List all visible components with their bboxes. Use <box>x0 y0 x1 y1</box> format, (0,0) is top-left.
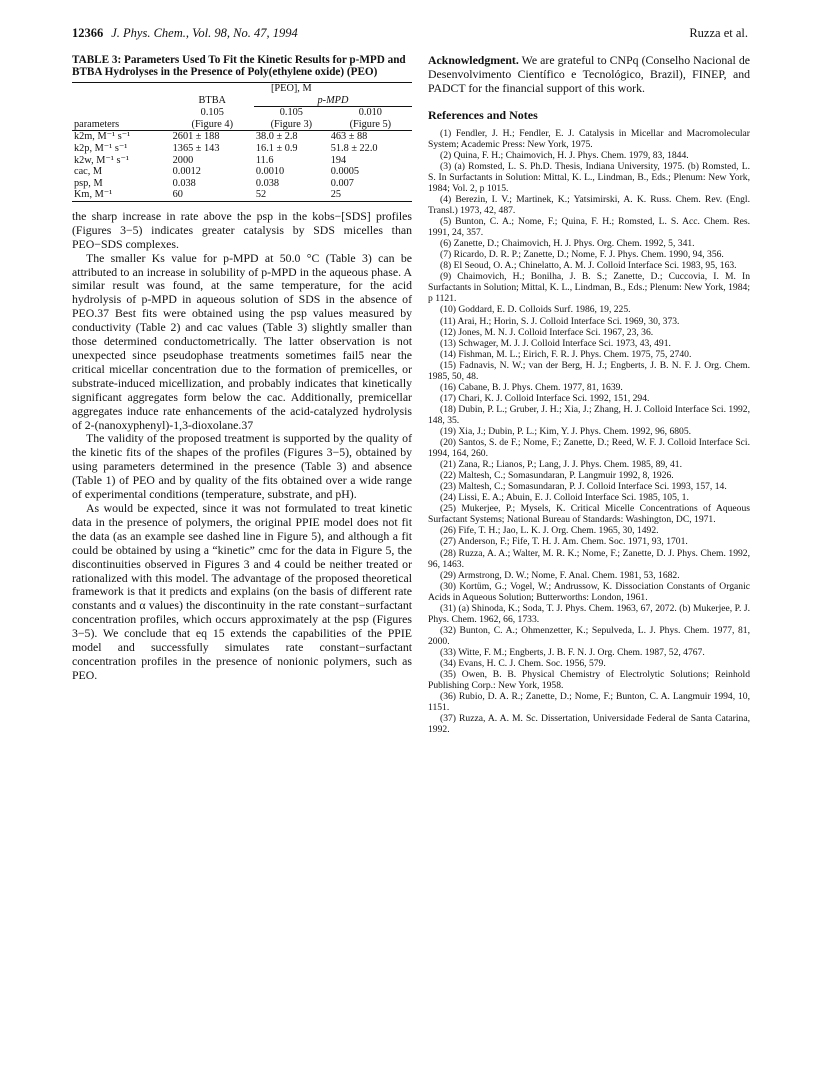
header-left <box>72 26 298 41</box>
reference-item: (17) Chari, K. J. Colloid Interface Sci. 1992, 151, 294. <box>440 392 650 404</box>
reference-item: (9) Chaimovich, H.; Bonilha, J. B. S.; Zanette, D.; Cuccovia, I. M. In Surfactants in Solution; Mittal, K. L., Lindman, B., Eds.; Plenum: New York, 1984; p 1121. <box>428 271 750 305</box>
page-number: 12366 <box>72 26 104 40</box>
reference-item: (29) Armstrong, D. W.; Nome, F. Anal. Chem. 1981, 53, 1682. <box>440 569 680 581</box>
reference-item: (37) Ruzza, A. A. M. Sc. Dissertation, Universidade Federal de Santa Catarina, 1992. <box>428 713 750 736</box>
table-row: k2p, M⁻¹ s⁻¹ 1365 ± 143 16.1 ± 0.9 51.8 ± 22.0 <box>74 142 378 154</box>
running-authors: Ruzza et al. <box>689 26 748 40</box>
fig-btba: (Figure 4) <box>191 118 233 130</box>
reference-item: (25) Mukerjee, P.; Mysels, K. Critical Micelle Concentrations of Aqueous Surfactant Systems; National Bureau of Standards: Washington, DC, 1971. <box>428 503 750 526</box>
acknowledgment <box>428 54 750 96</box>
reference-item: (30) Kortüm, G.; Vogel, W.; Andrussow, K. Dissociation Constants of Organic Acids in Aqueous Solution; Butterworths: London, 1961. <box>428 580 750 603</box>
reference-item: (16) Cabane, B. J. Phys. Chem. 1977, 81, 1639. <box>440 381 623 393</box>
reference-item: (14) Fishman, M. L.; Eirich, F. R. J. Phys. Chem. 1975, 75, 2740. <box>440 348 692 360</box>
reference-item: (27) Anderson, F.; Fife, T. H. J. Am. Chem. Soc. 1971, 93, 1701. <box>440 536 688 548</box>
reference-item: (3) (a) Romsted, L. S. Ph.D. Thesis, Indiana University, 1975. (b) Romsted, L. S. In Surfactants in Solution: Mittal, K. L., Lindman, B., Eds.; Plenum: New York, 1984; Vol. 2, p 1015. <box>428 160 750 194</box>
reference-item: (32) Bunton, C. A.; Ohmenzetter, K.; Sepulveda, L. J. Phys. Chem. 1977, 81, 2000. <box>428 624 750 647</box>
reference-item: (33) Witte, F. M.; Engberts, J. B. F. N. J. Org. Chem. 1987, 52, 4767. <box>440 646 705 658</box>
reference-item: (35) Owen, B. B. Physical Chemistry of Electrolytic Solutions; Reinhold Publishing Corp.: New York, 1958. <box>428 669 750 692</box>
table-row: k2w, M⁻¹ s⁻¹ 2000 11.6 194 <box>74 154 347 166</box>
reference-item: (2) Quina, F. H.; Chaimovich, H. J. Phys. Chem. 1979, 83, 1844. <box>440 149 689 161</box>
col-pmpd: p-MPD <box>254 95 412 107</box>
reference-item: (28) Ruzza, A. A.; Walter, M. R. K.; Nome, F.; Zanette, D. J. Phys. Chem. 1992, 96, 1463. <box>428 547 750 570</box>
paragraph: The smaller Ks value for p-MPD at 50.0 °C (Table 3) can be attributed to an increase in solubility of p-MPD in the aqueous phase. A similar result was found, at the same temperature, for the acid hydrolysis of p-MPD in aqueous solution of SDS in the absence of PEO.37 Best fits were obtained using the psp values measured by conductivity (Table 2) and cac values (Table 3) slightly smaller than those determined conductometrically. The latter observation is not unexpected since pseudophase treatments sometimes fail5 near the critical micellar concentration due to the formation of premicelles, or substrate-induced micellization, and probably indicates that kinetically significant aggregates form below the cac. Additionally, premicellar aggregates induce rate enhancements of the acid-catalyzed hydrolysis of 2-(nanoxyphenyl)-1,3-dioxolane.37 <box>72 250 412 432</box>
fig-pmpd-1: (Figure 3) <box>270 118 313 130</box>
reference-item: (1) Fendler, J. H.; Fendler, E. J. Catalysis in Micellar and Macromolecular System; Academic Press: New York, 1975. <box>428 127 750 150</box>
reference-item: (18) Dubin, P. L.; Gruber, J. H.; Xia, J.; Zhang, H. J. Colloid Interface Sci. 1992, 148, 35. <box>428 403 750 426</box>
reference-item: (26) Fife, T. H.; Jao, L. K. J. Org. Chem. 1965, 30, 1492. <box>440 525 659 537</box>
reference-item: (23) Maltesh, C.; Somasundaran, P. J. Colloid Interface Sci. 1993, 157, 14. <box>440 481 727 493</box>
acknowledgment-label: Acknowledgment. <box>428 53 519 67</box>
table-row: Km, M⁻¹ 60 52 25 <box>72 189 412 201</box>
reference-item: (5) Bunton, C. A.; Nome, F.; Quina, F. H.; Romsted, L. S. Acc. Chem. Res. 1991, 24, 357. <box>428 216 750 239</box>
reference-item: (7) Ricardo, D. R. P.; Zanette, D.; Nome, F. J. Phys. Chem. 1990, 94, 356. <box>440 249 724 261</box>
reference-item: (21) Zana, R.; Lianos, P.; Lang, J. J. Phys. Chem. 1985, 89, 41. <box>440 459 682 471</box>
reference-item: (4) Berezin, I. V.; Martinek, K.; Yatsimirski, A. K. Russ. Chem. Rev. (Engl. Transl.) 1973, 42, 487. <box>428 194 750 217</box>
param-header: parameters <box>74 118 120 130</box>
table-caption: TABLE 3: Parameters Used To Fit the Kinetic Results for p-MPD and BTBA Hydrolyses in the Presence of Poly(ethylene oxide) (PEO) <box>72 54 406 78</box>
references-heading: References and Notes <box>428 107 538 122</box>
table-row: k2m, M⁻¹ s⁻¹ 2601 ± 188 38.0 ± 2.8 463 ± 88 <box>74 131 368 143</box>
reference-item: (6) Zanette, D.; Chaimovich, H. J. Phys. Org. Chem. 1992, 5, 341. <box>440 238 695 250</box>
acknowledgment-text: We are grateful to CNPq (Conselho Nacional de Desenvolvimento Científico e Tecnológico, Brazil), FINEP, and PADCT for the financial support of this work. <box>428 53 750 95</box>
table-row: cac, M 0.0012 0.0010 0.0005 <box>74 166 360 178</box>
conc-pmpd-1: 0.105 <box>279 107 303 119</box>
conc-pmpd-2: 0.010 <box>358 107 382 119</box>
reference-item: (20) Santos, S. de F.; Nome, F.; Zanette, D.; Reed, W. F. J. Colloid Interface Sci. 1994, 164, 260. <box>428 437 750 460</box>
conc-btba: 0.105 <box>200 106 224 118</box>
reference-item: (24) Lissi, E. A.; Abuin, E. J. Colloid Interface Sci. 1985, 105, 1. <box>440 492 689 504</box>
body-text <box>72 210 412 683</box>
col-btba: BTBA <box>198 94 226 106</box>
table-row: psp, M 0.038 0.038 0.007 <box>74 177 354 189</box>
reference-item: (31) (a) Shinoda, K.; Soda, T. J. Phys. Chem. 1963, 67, 2072. (b) Mukerjee, P. J. Phys. Chem. 1962, 66, 1733. <box>428 602 750 625</box>
journal-citation: J. Phys. Chem., Vol. 98, No. 47, 1994 <box>111 26 298 40</box>
reference-item: (8) El Seoud, O. A.; Chinelatto, A. M. J. Colloid Interface Sci. 1983, 95, 163. <box>440 260 737 272</box>
paragraph: the sharp increase in rate above the psp in the kobs−[SDS] profiles (Figures 3−5) indicates greater catalysis by SDS micelles than PEO−SDS complexes. <box>72 208 412 251</box>
reference-item: (19) Xia, J.; Dubin, P. L.; Kim, Y. J. Phys. Chem. 1992, 96, 6805. <box>440 425 692 437</box>
reference-item: (10) Goddard, E. D. Colloids Surf. 1986, 19, 225. <box>440 304 631 316</box>
reference-item: (15) Fadnavis, N. W.; van der Berg, H. J.; Engberts, J. B. N. F. J. Org. Chem. 1985, 50, 48. <box>428 359 750 382</box>
reference-item: (22) Maltesh, C.; Somasundaran, P. Langmuir 1992, 8, 1926. <box>440 470 674 482</box>
reference-item: (34) Evans, H. C. J. Chem. Soc. 1956, 579. <box>440 657 606 669</box>
reference-item: (12) Jones, M. N. J. Colloid Interface Sci. 1967, 23, 36. <box>440 326 654 338</box>
reference-item: (13) Schwager, M. J. J. Colloid Interface Sci. 1973, 43, 491. <box>440 337 671 349</box>
peo-concentration-label: [PEO], M <box>271 83 312 94</box>
right-column <box>428 54 750 735</box>
paragraph: As would be expected, since it was not formulated to treat kinetic data in the presence of polymers, the original PPIE model does not fit the data (as an example see dashed line in Figure 5), and although a fit could be obtained by using a “kinetic” cmc for the data in Figure 5, the discontinuities observed in Figures 3 and 4 could be neither treated or rationalized with this model. The advantage of the proposed theoretical framework is that it predicts and explains (on the basis of different rate constants and α values) the discontinuity in the rate constant−surfactant concentration profiles, which occurs approximately at the psp (Figures 3−5). We conclude that eq 15 extends the capabilities of the PPIE model and successfully simulates rate constant−surfactant concentration profiles in the presence of nonionic polymers, such as PEO. <box>72 500 412 682</box>
reference-item: (36) Rubio, D. A. R.; Zanette, D.; Nome, F.; Bunton, C. A. Langmuir 1994, 10, 1151. <box>428 691 750 714</box>
parameters-table <box>72 82 412 202</box>
page-header <box>72 26 748 42</box>
left-column <box>72 54 412 683</box>
reference-item: (11) Arai, H.; Horin, S. J. Colloid Interface Sci. 1969, 30, 373. <box>440 315 680 327</box>
fig-pmpd-2: (Figure 5) <box>349 118 392 130</box>
references-list <box>428 128 750 736</box>
paragraph: The validity of the proposed treatment is supported by the quality of the kinetic fits of the shapes of the profiles (Figures 3−5), obtained by using parameters determined in the presence (Table 3) and absence (Table 1) of PEO and by quality of the fits obtained over a wide range of experimental conditions (temperature, substrate, and pH). <box>72 431 412 502</box>
